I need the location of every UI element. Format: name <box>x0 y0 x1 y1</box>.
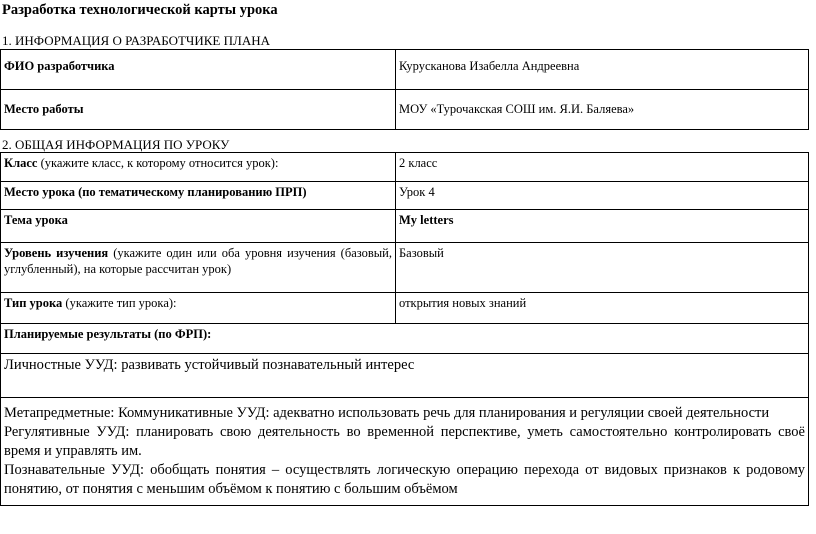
section2-heading: 2. ОБЩАЯ ИНФОРМАЦИЯ ПО УРОКУ <box>2 137 230 152</box>
table-row <box>1 354 809 398</box>
study-level-value: Базовый <box>396 243 809 293</box>
table-row <box>1 398 809 506</box>
table-row <box>1 293 809 324</box>
regulative-results: Регулятивные УУД: планировать свою деятельность во временной перспективе, уметь самостоятельно контролировать своё время и управлять им. <box>4 424 805 459</box>
table-row <box>1 210 809 243</box>
table-row <box>1 182 809 210</box>
table-row <box>1 243 809 293</box>
table-row <box>1 50 809 90</box>
lesson-info-table <box>0 152 809 506</box>
table-row <box>1 324 809 354</box>
planned-results-label: Планируемые результаты (по ФРП): <box>4 327 212 341</box>
class-hint: (укажите класс, к которому относится урок): <box>37 156 279 170</box>
class-value: 2 класс <box>396 153 809 182</box>
study-level-hint: (укажите один или оба уровня изучения (базовый, углубленный), на которые рассчитан урок) <box>4 246 392 276</box>
table-row <box>1 90 809 130</box>
lesson-type-value: открытия новых знаний <box>396 293 809 324</box>
developer-name-label: ФИО разработчика <box>4 59 115 73</box>
section1-heading: 1. ИНФОРМАЦИЯ О РАЗРАБОТЧИКЕ ПЛАНА <box>2 33 270 48</box>
lesson-topic-value: My letters <box>399 213 454 227</box>
personal-results: Личностные УУД: развивать устойчивый познавательный интерес <box>1 354 809 398</box>
developer-info-table <box>0 49 809 130</box>
document-title: Разработка технологической карты урока <box>2 2 278 18</box>
developer-name-value: Курусканова Изабелла Андреевна <box>396 50 809 90</box>
lesson-place-value: Урок 4 <box>396 182 809 210</box>
class-label: Класс <box>4 156 38 170</box>
meta-results: Метапредметные: Коммуникативные УУД: адекватно использовать речь для планирования и регуляции своей деятельности <box>4 405 770 421</box>
lesson-type-label: Тип урока <box>4 296 63 310</box>
lesson-topic-label: Тема урока <box>4 213 68 227</box>
workplace-value: МОУ «Турочакская СОШ им. Я.И. Баляева» <box>396 90 809 130</box>
lesson-place-label: Место урока (по тематическому планированию ПРП) <box>4 185 307 199</box>
study-level-label: Уровень изучения <box>4 246 109 260</box>
workplace-label: Место работы <box>4 102 84 116</box>
table-row <box>1 153 809 182</box>
lesson-type-hint: (укажите тип урока): <box>62 296 177 310</box>
cognitive-results: Познавательные УУД: обобщать понятия – осуществлять логическую операцию перехода от видовых признаков к родовому понятию, от понятия с меньшим объёмом к понятию с большим объёмом <box>4 462 805 497</box>
